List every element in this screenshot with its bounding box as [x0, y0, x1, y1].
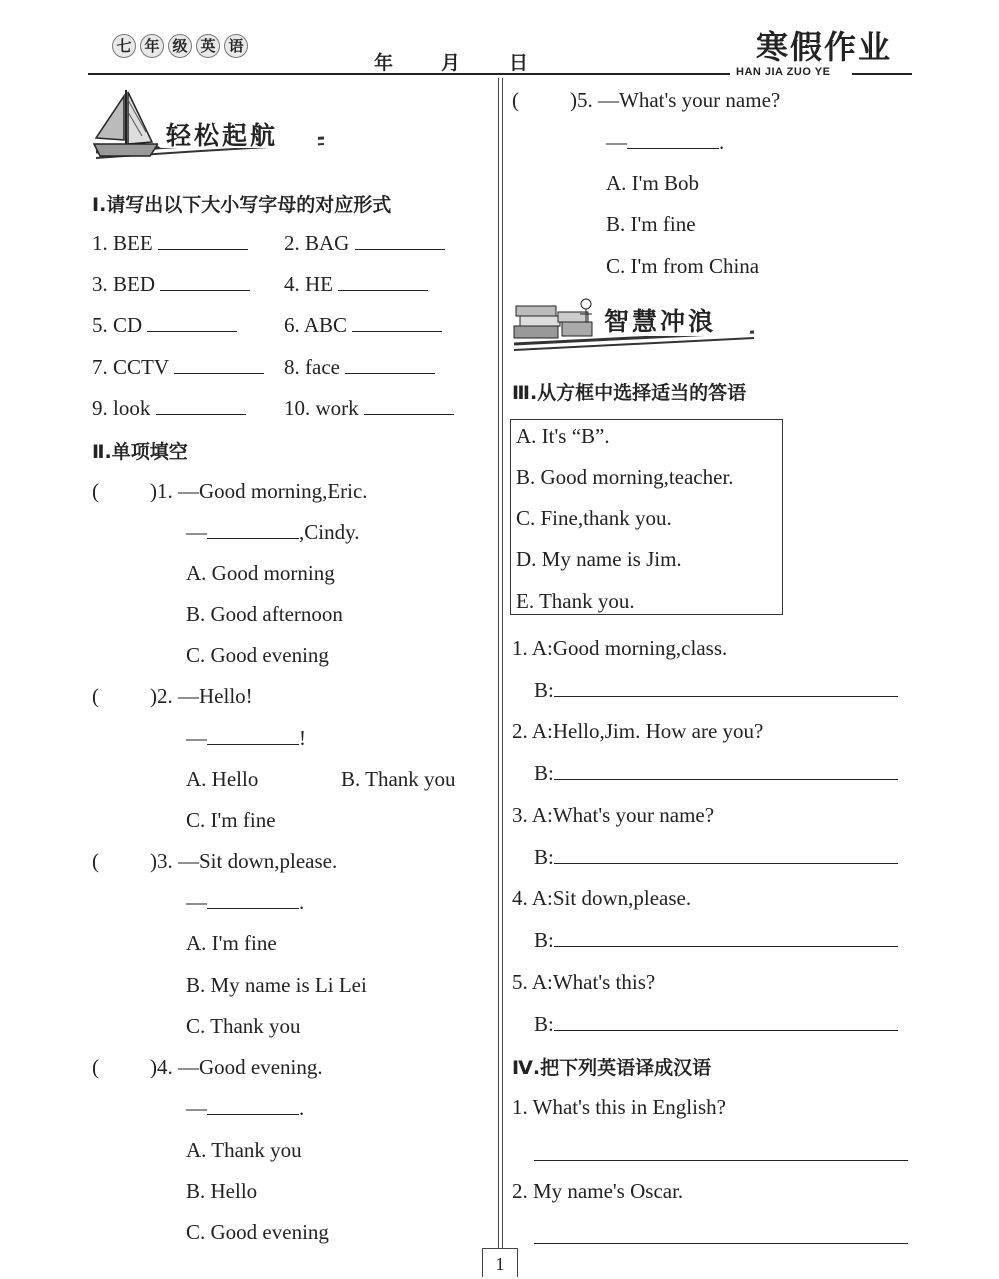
answer-blank[interactable]	[534, 1160, 908, 1161]
question-1-paren[interactable]: (	[92, 479, 99, 503]
answer-blank[interactable]	[554, 696, 898, 697]
letter-item	[284, 272, 428, 297]
column-divider	[498, 78, 499, 1248]
option-b[interactable]: B. My name is Li Lei	[186, 973, 367, 997]
answer-blank[interactable]	[207, 538, 299, 539]
date-month: 月	[441, 52, 461, 74]
letter-item	[284, 231, 445, 256]
letter-word: 4. HE	[284, 272, 333, 296]
letter-word: 8. face	[284, 355, 340, 379]
page-number: 1	[482, 1248, 518, 1277]
box-option: C. Fine,thank you.	[516, 506, 672, 530]
translate-item: 2. My name's Oscar.	[512, 1179, 684, 1203]
answer-blank[interactable]	[627, 148, 719, 149]
translate-item: 1. What's this in English?	[512, 1095, 726, 1119]
letter-item	[92, 272, 250, 297]
grade-char: 级	[168, 34, 192, 58]
header-rule	[88, 73, 730, 75]
letter-item	[284, 313, 442, 338]
option-b[interactable]: B. Hello	[186, 1179, 258, 1203]
answer-blank[interactable]	[174, 373, 264, 374]
question-4-stem: )4. —Good evening.	[150, 1055, 323, 1079]
letter-word: 7. CCTV	[92, 355, 169, 379]
question-2-reply	[186, 726, 306, 751]
answer-blank[interactable]	[207, 908, 299, 909]
answer-blank[interactable]	[554, 946, 898, 947]
answer-blank[interactable]	[554, 779, 898, 780]
answer-blank[interactable]	[364, 414, 454, 415]
dialog-line-b	[534, 1012, 898, 1037]
date-day: 日	[509, 52, 529, 74]
reply-tail: !	[299, 726, 306, 750]
box-option: B. Good morning,teacher.	[516, 465, 734, 489]
option-b[interactable]: B. I'm fine	[606, 212, 696, 236]
date-year: 年	[374, 52, 394, 74]
brand-title: 寒假作业	[756, 28, 893, 66]
question-3-reply	[186, 890, 304, 915]
letter-item	[284, 355, 435, 380]
letter-item	[92, 231, 248, 256]
question-1-stem: )1. —Good morning,Eric.	[150, 479, 368, 503]
box-option: A. It's “B”.	[516, 424, 610, 448]
answer-blank[interactable]	[352, 331, 442, 332]
answer-blank[interactable]	[534, 1243, 908, 1244]
answer-blank[interactable]	[207, 744, 299, 745]
grade-char: 年	[140, 34, 164, 58]
option-b[interactable]: B. Thank you	[341, 767, 456, 791]
question-5-stem: )5. —What's your name?	[570, 88, 781, 112]
letter-word: 10. work	[284, 396, 359, 420]
dialog-line-a: 3. A:What's your name?	[512, 803, 715, 827]
letter-item	[284, 396, 454, 421]
dialog-line-b	[534, 678, 898, 703]
dialog-line-a: 1. A:Good morning,class.	[512, 636, 728, 660]
option-a[interactable]: A. I'm Bob	[606, 171, 700, 195]
question-1-reply	[186, 520, 359, 545]
letter-item	[92, 355, 264, 380]
answer-blank[interactable]	[554, 1030, 898, 1031]
dialog-b-label: B:	[534, 845, 554, 869]
dash: —	[186, 1096, 207, 1120]
option-c[interactable]: C. I'm from China	[606, 254, 760, 278]
option-c[interactable]: C. Thank you	[186, 1014, 301, 1038]
grade-char: 七	[112, 34, 136, 58]
letter-word: 1. BEE	[92, 231, 153, 255]
grade-label	[112, 34, 252, 58]
answer-blank[interactable]	[345, 373, 435, 374]
answer-blank[interactable]	[156, 414, 246, 415]
question-2-stem: )2. —Hello!	[150, 684, 253, 708]
dialog-line-b	[534, 928, 898, 953]
dialog-line-a: 2. A:Hello,Jim. How are you?	[512, 719, 764, 743]
option-c[interactable]: C. Good evening	[186, 643, 329, 667]
question-5-reply	[606, 130, 724, 155]
box-option: D. My name is Jim.	[516, 547, 682, 571]
letter-item	[92, 396, 246, 421]
option-a[interactable]: A. Good morning	[186, 561, 335, 585]
answer-blank[interactable]	[355, 249, 445, 250]
question-3-stem: )3. —Sit down,please.	[150, 849, 338, 873]
section-4-title: Ⅳ.把下列英语译成汉语	[512, 1057, 712, 1079]
letter-item	[92, 313, 237, 338]
section-2-title: Ⅱ.单项填空	[92, 441, 188, 463]
answer-blank[interactable]	[207, 1114, 299, 1115]
question-3-paren[interactable]: (	[92, 849, 99, 873]
grade-char: 语	[224, 34, 248, 58]
question-4-reply	[186, 1096, 304, 1121]
dialog-b-label: B:	[534, 678, 554, 702]
option-c[interactable]: C. I'm fine	[186, 808, 276, 832]
grade-char: 英	[196, 34, 220, 58]
dialog-line-b	[534, 761, 898, 786]
reply-tail: .	[299, 1096, 305, 1120]
answer-blank[interactable]	[338, 290, 428, 291]
letter-word: 5. CD	[92, 313, 143, 337]
option-c[interactable]: C. Good evening	[186, 1220, 329, 1244]
dialog-line-a: 4. A:Sit down,please.	[512, 886, 692, 910]
letter-word: 6. ABC	[284, 313, 348, 337]
dash: —	[186, 520, 207, 544]
reply-tail: .	[719, 130, 725, 154]
answer-blank[interactable]	[158, 249, 248, 250]
letter-word: 2. BAG	[284, 231, 350, 255]
answer-blank[interactable]	[160, 290, 250, 291]
header-rule-right	[852, 73, 912, 75]
option-a[interactable]: A. I'm fine	[186, 931, 277, 955]
dialog-line-a: 5. A:What's this?	[512, 970, 656, 994]
dialog-b-label: B:	[534, 761, 554, 785]
option-a[interactable]: A. Thank you	[186, 1138, 302, 1162]
dash: —	[606, 130, 627, 154]
banner-title: 轻松起航	[166, 121, 279, 150]
column-divider	[502, 78, 503, 1248]
box-option: E. Thank you.	[516, 589, 635, 613]
answer-blank[interactable]	[147, 331, 237, 332]
option-a[interactable]: A. Hello	[186, 767, 259, 791]
dash: —	[186, 890, 207, 914]
question-5-paren[interactable]: (	[512, 88, 519, 112]
brand-pinyin: HAN JIA ZUO YE	[736, 66, 831, 78]
question-4-paren[interactable]: (	[92, 1055, 99, 1079]
answer-blank[interactable]	[554, 863, 898, 864]
dialog-line-b	[534, 845, 898, 870]
reply-tail: ,Cindy.	[299, 520, 360, 544]
dialog-b-label: B:	[534, 1012, 554, 1036]
question-2-paren[interactable]: (	[92, 684, 99, 708]
dialog-b-label: B:	[534, 928, 554, 952]
letter-word: 3. BED	[92, 272, 155, 296]
section-1-title: Ⅰ.请写出以下大小写字母的对应形式	[92, 194, 392, 216]
banner-title: 智慧冲浪	[604, 307, 717, 336]
option-b[interactable]: B. Good afternoon	[186, 602, 343, 626]
section-3-title: Ⅲ.从方框中选择适当的答语	[512, 382, 747, 404]
letter-word: 9. look	[92, 396, 151, 420]
reply-tail: .	[299, 890, 305, 914]
dash: —	[186, 726, 207, 750]
